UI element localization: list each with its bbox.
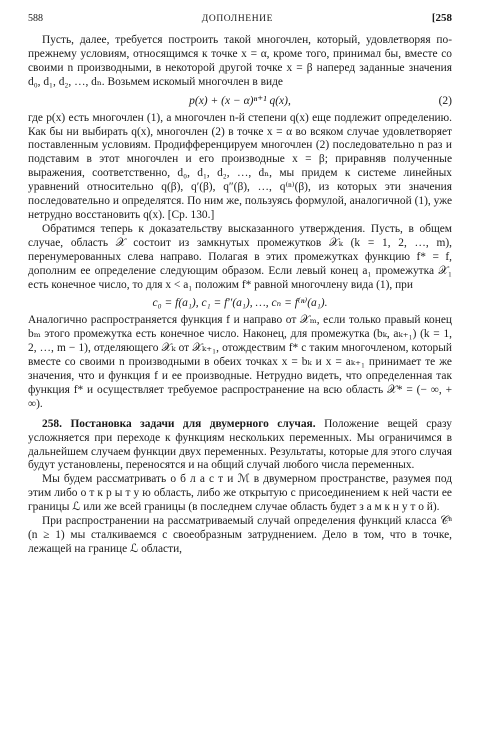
running-title: ДОПОЛНЕНИЕ: [201, 14, 274, 24]
formula-2: [28, 93, 452, 109]
paragraph-7: При распространении на рассматриваемый случай определения функций класса 𝒞ⁿ (n ≥ 1) мы сталкиваемся с своеобразным затруднением. Дело в том, что в точке, лежащей на границе ℒ области,: [28, 515, 452, 555]
paragraph-5: Положение вещей сразу усложняется при переходе к функциям нескольких переменных. Мы ограничимся в дальнейшем случаем функции двух переменных. Результаты, которые для этого случая будут установлены, переносятся и на общий случай любого числа переменных.: [28, 417, 452, 472]
section-258-paragraph: [28, 418, 452, 474]
page-number: 588: [28, 13, 43, 24]
section-number: 258.: [42, 417, 62, 430]
formula-2-number: (2): [438, 94, 452, 107]
paragraph-6: Мы будем рассматривать о б л а с т и ℳ в двумерном пространстве, разумея под этим либо о т к р ы т у ю область, либо же открытую с присоединением к ней части ее границы ℒ или же всей границы (в последнем случае область будет з а м к н у т о й).: [28, 473, 452, 514]
section-title: Постановка задачи для двумерного случая.: [70, 417, 316, 430]
paragraph-4: Аналогично распространяется функция f и направо от 𝒳ₘ, если только правый конец bₘ этого промежутка есть конечное число. Наконец, для промежутка (bₖ, aₖ₊₁) (k = 1, 2, …, m − 1), отделяющего 𝒳ₖ от 𝒳ₖ₊₁, отождествим f* с таким многочленом, который вместе со своими n производными в обеих точках x = bₖ и x = aₖ₊₁ принимает те же значения, что и функция f и ее производные. Нетрудно видеть, что определенная так функция f* и осуществляет требуемое распространение на всю область 𝒳* = (− ∞, + ∞).: [28, 314, 452, 410]
running-head: [28, 12, 452, 24]
formula-2-expression: p(x) + (x − α)ⁿ⁺¹ q(x),: [189, 94, 291, 107]
paragraph-1: Пусть, далее, требуется построить такой многочлен, который, удовлетворяя по-прежнему условиям, относящимся к точке x = α, кроме того, принимал бы, вместе со своими n производными, в некоторой другой точке x = β наперед заданные значения d₀, d₁, d₂, …, dₙ. Возьмем искомый многочлен в виде: [28, 34, 452, 88]
paragraph-2: где p(x) есть многочлен (1), а многочлен n-й степени q(x) еще подлежит определению. Как бы ни выбирать q(x), многочлен (2) в точке x = α во всяком случае удовлетворяет поставленным условиям. Продифференцируем многочлен (2) последовательно n раз и подставим в этот многочлен и его производные x = β; приравняв полученные выражения, соответственно, d₀, d₁, d₂, …, dₙ, мы придем к системе линейных уравнений относительно q(β), q′(β), q″(β), …, q⁽ⁿ⁾(β), из которых эти значения последовательно и определятся. По ним же, пользуясь формулой, аналогичной (1), уже нетрудно восстановить q(x). [Ср. 130.]: [28, 111, 452, 221]
paragraph-3: Обратимся теперь к доказательству высказанного утверждения. Пусть, в общем случае, область 𝒳 состоит из замкнутых промежутков 𝒳ₖ (k = 1, 2, …, m), перенумерованных слева направо. Полагая в этих промежутках функцию f* = f, дополним ее определение следующим образом. Если левый конец a₁ промежутка 𝒳₁ есть конечное число, то для x < a₁ положим f* равной многочлену вида (1), при: [28, 222, 452, 291]
coefficients-expression: c₀ = f(a₁), c₁ = f′′(a₁), …, cₙ = f⁽ⁿ⁾(a₁).: [152, 297, 328, 310]
section-marker: [258: [431, 12, 452, 24]
coefficients-formula: [28, 295, 452, 311]
